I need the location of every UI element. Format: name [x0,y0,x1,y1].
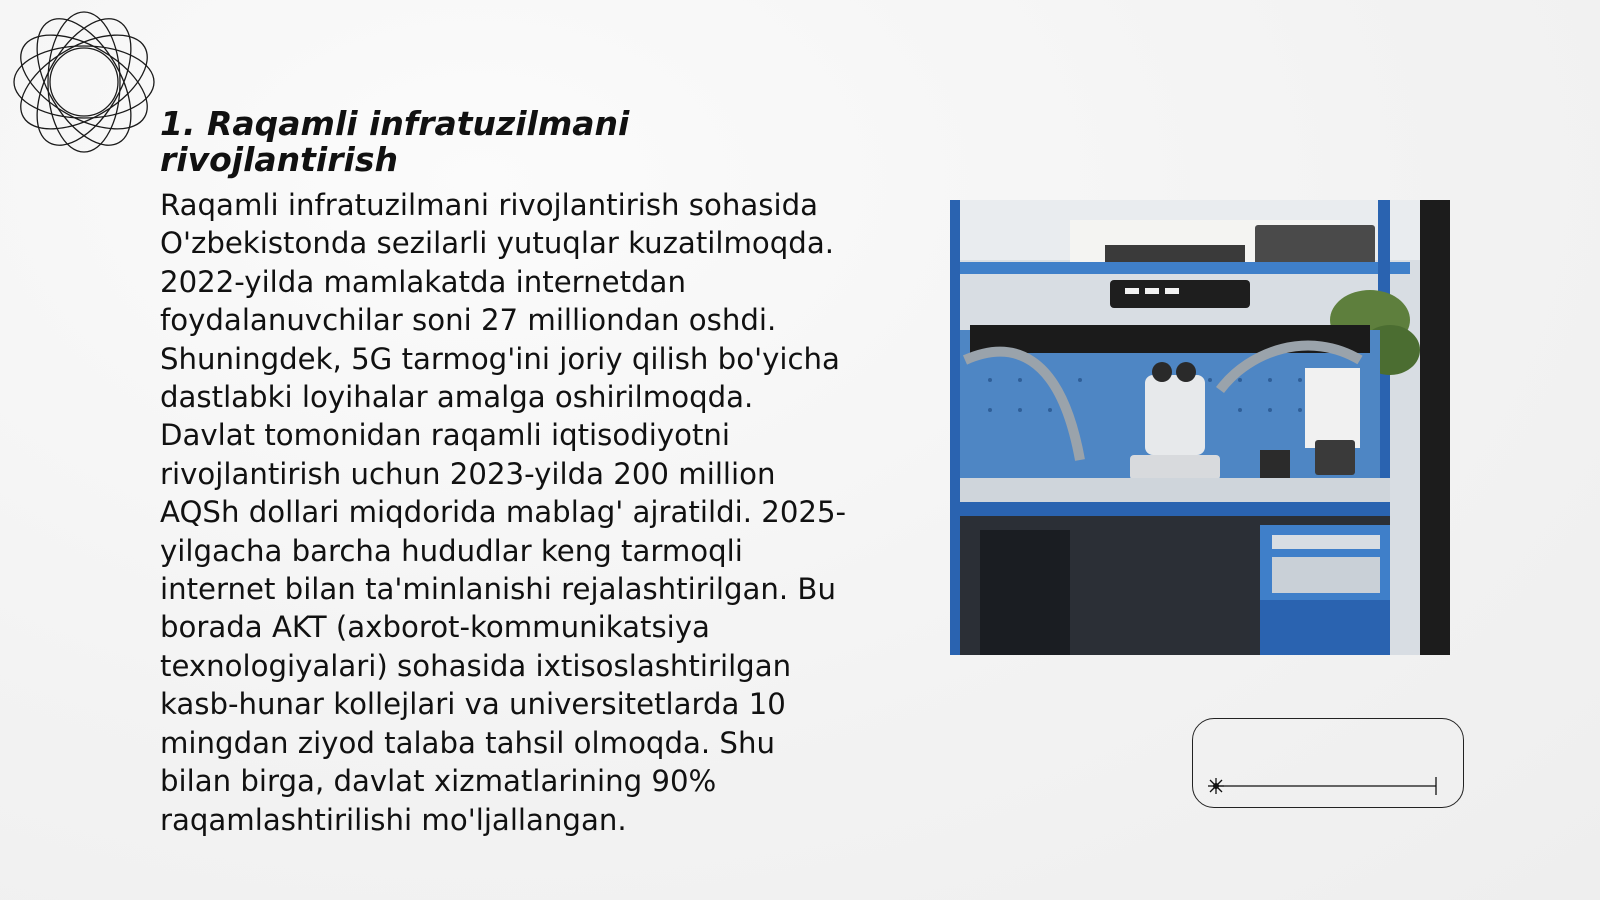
starburst-line-icon [1200,775,1450,797]
orbital-rings-icon [10,8,158,156]
workbench-photo [950,200,1450,655]
slide-body-text: Raqamli infratuzilmani rivojlantirish sohasida O'zbekistonda sezilarli yutuqlar kuzatilmoqda. 2022-yilda mamlakatda internetdan foydalanuvchilar soni 27 milliondan oshdi. Shuningdek, 5G tarmog'ini joriy qilish bo'yicha dastlabki loyihalar amalga oshirilmoqda. Davlat tomonidan raqamli iqtisodiyotni rivojlantirish uchun 2023-yilda 200 million AQSh dollari miqdorida mablag' ajratildi. 2025-yilgacha barcha hududlar keng tarmoqli internet bilan ta'minlanishi rejalashtirilgan. Bu borada AKT (axborot-kommunikatsiya texnologiyalari) sohasida ixtisoslashtirilgan kasb-hunar kollejlari va universitetlarda 10 mingdan ziyod talaba tahsil olmoqda. Shu bilan birga, davlat xizmatlarining 90% raqamlashtirilishi mo'ljallangan. [160,188,847,837]
slide-title: 1. Raqamli infratuzilmani rivojlantirish [160,104,630,179]
electronics-workbench-image [950,200,1450,655]
